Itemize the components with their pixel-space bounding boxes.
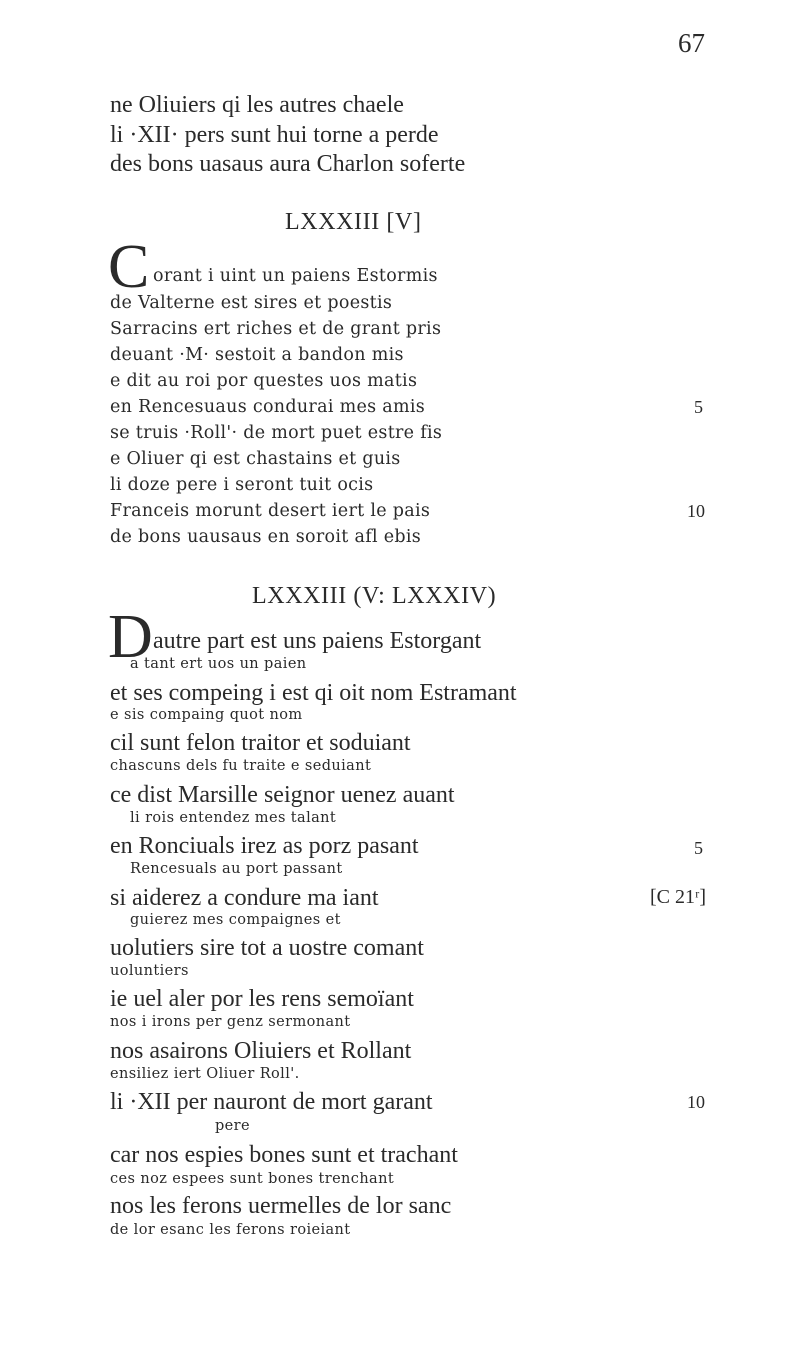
verse-line: li doze pere i seront tuit ocis xyxy=(110,475,374,495)
line-number: 5 xyxy=(694,397,703,417)
gloss-line: pere xyxy=(215,1118,250,1134)
verse-line: orant i uint un paiens Estormis xyxy=(153,266,438,286)
gloss-line: ensiliez iert Oliuer Roll'. xyxy=(110,1066,300,1082)
drop-cap: D xyxy=(108,603,153,671)
gloss-line: li rois entendez mes talant xyxy=(130,810,337,826)
gloss-line: uoluntiers xyxy=(110,963,189,979)
verse-line: en Ronciuals irez as porz pasant xyxy=(110,833,419,859)
line-number: 10 xyxy=(687,501,705,521)
verse-line: se truis ·Roll'· de mort puet estre fis xyxy=(110,423,443,443)
verse-line: e Oliuer qi est chastains et guis xyxy=(110,449,401,469)
verse-line: si aiderez a condure ma iant xyxy=(110,885,379,911)
gloss-line: ces noz espees sunt bones trenchant xyxy=(110,1171,395,1187)
section-heading: LXXXIII [V] xyxy=(285,209,422,235)
gloss-line: nos i irons per genz sermonant xyxy=(110,1014,351,1030)
verse-line: Sarracins ert riches et de grant pris xyxy=(110,319,442,339)
gloss-line: a tant ert uos un paien xyxy=(130,656,307,672)
verse-line: ne Oliuiers qi les autres chaele xyxy=(110,92,404,118)
gloss-line: e sis compaing quot nom xyxy=(110,707,303,723)
gloss-line: de lor esanc les ferons roieiant xyxy=(110,1222,351,1238)
verse-line: des bons uasaus aura Charlon soferte xyxy=(110,151,466,177)
line-number: 5 xyxy=(694,838,703,858)
verse-line: ie uel aler por les rens semoïant xyxy=(110,986,414,1012)
folio-reference: [C 21ʳ] xyxy=(650,886,707,908)
verse-line: en Rencesuaus condurai mes amis xyxy=(110,397,426,417)
verse-line: ce dist Marsille seignor uenez auant xyxy=(110,782,455,808)
verse-line: uolutiers sire tot a uostre comant xyxy=(110,935,424,961)
verse-line: li ·XII· pers sunt hui torne a perde xyxy=(110,122,439,148)
section-heading: LXXXIII (V: LXXXIV) xyxy=(252,583,497,609)
page-number: 67 xyxy=(678,28,705,58)
gloss-line: guierez mes compaignes et xyxy=(130,912,341,928)
drop-cap: C xyxy=(108,233,150,301)
verse-line: cil sunt felon traitor et soduiant xyxy=(110,730,411,756)
verse-line: nos asairons Oliuiers et Rollant xyxy=(110,1038,412,1064)
verse-line: de Valterne est sires et poestis xyxy=(110,293,393,313)
line-number: 10 xyxy=(687,1092,705,1112)
verse-line: de bons uausaus en soroit afl ebis xyxy=(110,527,422,547)
gloss-line: Rencesuals au port passant xyxy=(130,861,343,877)
verse-line: autre part est uns paiens Estorgant xyxy=(153,628,482,654)
verse-line: et ses compeing i est qi oit nom Estramant xyxy=(110,680,517,706)
verse-line: Franceis morunt desert iert le pais xyxy=(110,501,431,521)
verse-line: car nos espies bones sunt et trachant xyxy=(110,1142,458,1168)
verse-line: nos les ferons uermelles de lor sanc xyxy=(110,1193,452,1219)
verse-line: deuant ·M· sestoit a bandon mis xyxy=(110,345,404,365)
verse-line: li ·XII per nauront de mort garant xyxy=(110,1089,433,1115)
gloss-line: chascuns dels fu traite e seduiant xyxy=(110,758,372,774)
verse-line: e dit au roi por questes uos matis xyxy=(110,371,418,391)
